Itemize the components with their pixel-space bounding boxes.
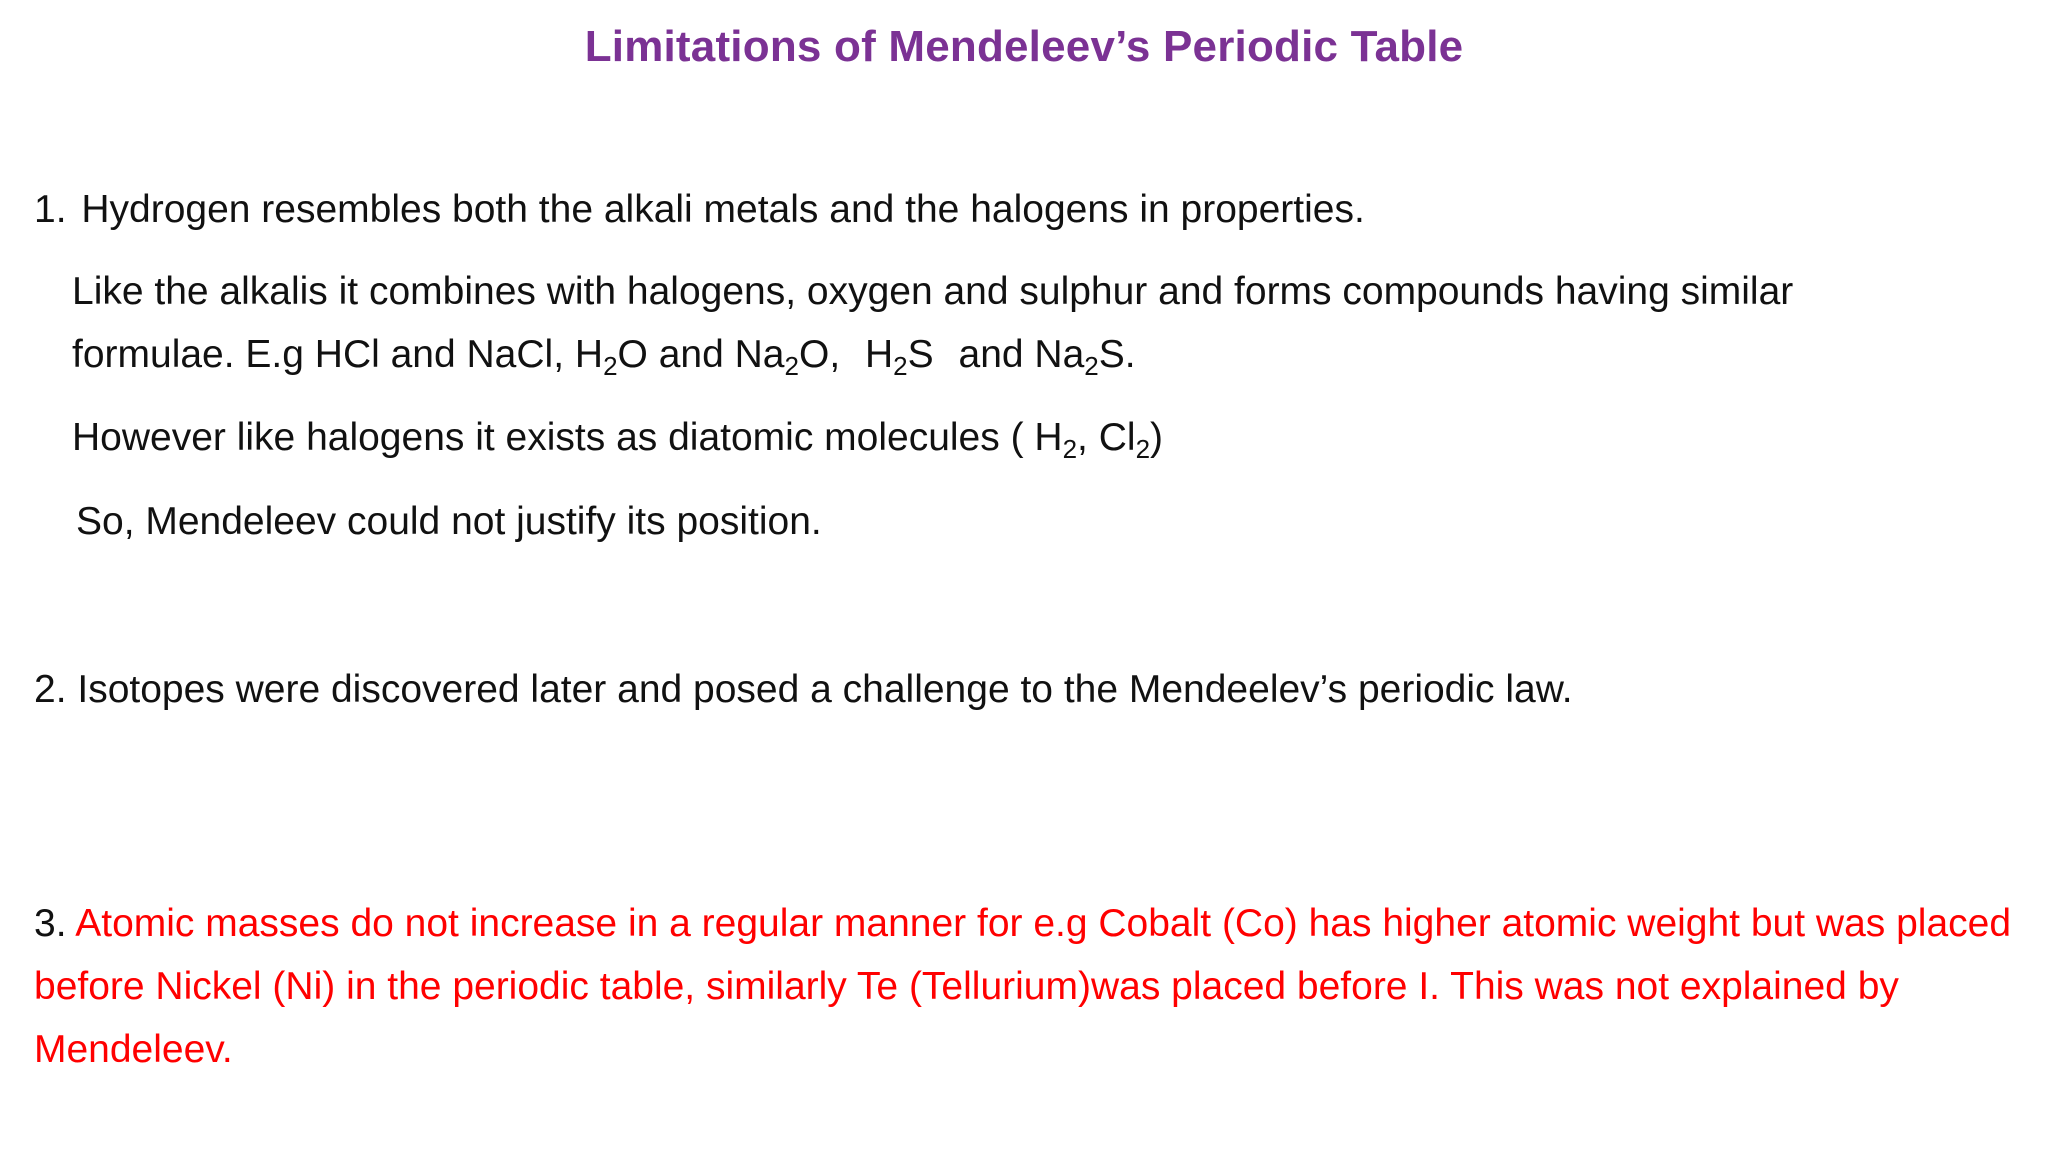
- point-1-conclusion: So, Mendeleev could not justify its position.: [76, 500, 822, 543]
- point-1-number: 1.: [34, 188, 67, 231]
- halogen-text: However like halogens it exists as diatomic molecules (: [72, 416, 1024, 459]
- formulae-intro: formulae. E.g HCl and NaCl,: [72, 333, 565, 376]
- formula-h2s: $H_2S$: [865, 333, 934, 381]
- formula-na2s: $Na_2S$.: [1034, 333, 1136, 381]
- formula-na2o: $Na_2O$,: [734, 333, 841, 381]
- point-1-heading-line: [34, 186, 1365, 234]
- point-3-text: Atomic masses do not increase in a regular manner for e.g Cobalt (Co) has higher atomic weight but was placed before Nickel (Ni) in the periodic table, similarly Te (Tellurium)was placed before I. This was not explained by Mendeleev.: [34, 902, 2012, 1071]
- and-word: and: [658, 333, 724, 376]
- point-3-number: 3.: [34, 902, 67, 945]
- point-3-paragraph: [34, 892, 2014, 1081]
- formula-cl2: $Cl_2$): [1098, 416, 1164, 464]
- formula-h2: $H_2$,: [1034, 416, 1088, 464]
- formula-h2o: $H_2O$: [574, 333, 648, 381]
- slide-title: Limitations of Mendeleev’s Periodic Table: [584, 22, 1464, 71]
- point-2-text: 2. Isotopes were discovered later and posed a challenge to the Mendeelev’s periodic law.: [34, 668, 1573, 711]
- point-1-heading: Hydrogen resembles both the alkali metals and the halogens in properties.: [81, 188, 1365, 231]
- point-1-formulae-line: [72, 331, 1136, 379]
- point-1-halogen-line: [72, 414, 1163, 462]
- and-word: and: [958, 333, 1024, 376]
- point-1-alkali-text: Like the alkalis it combines with halogens, oxygen and sulphur and forms compounds having similar: [72, 270, 1794, 313]
